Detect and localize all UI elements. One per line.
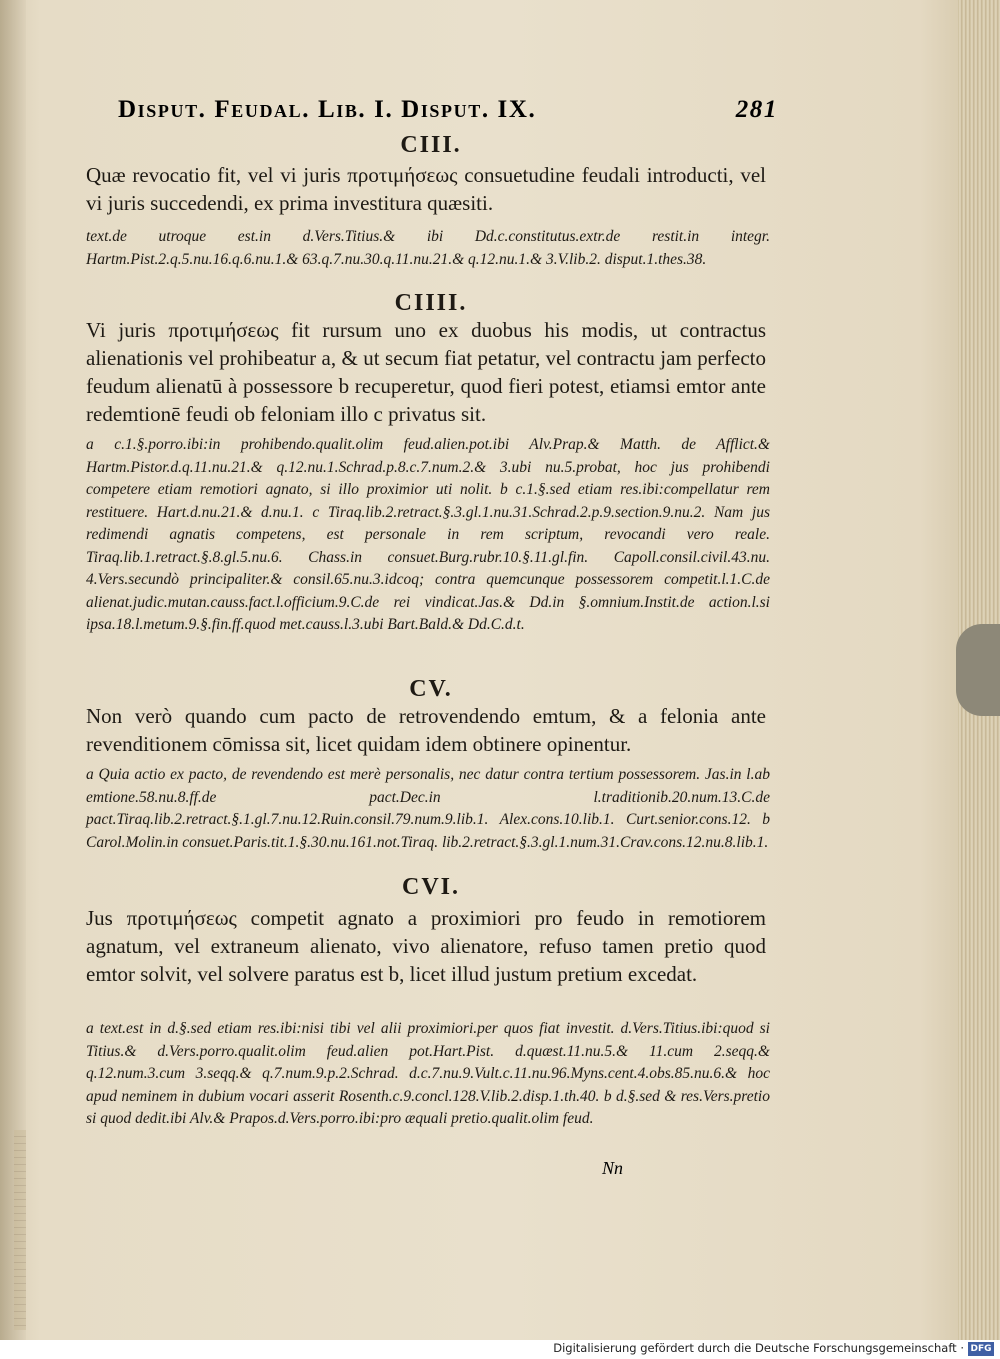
section-body: Quæ revocatio fit, vel vi juris προτιμήσεως consuetudine feudali introducti, vel vi juris succedendi, ex prima investitura quæsiti.	[86, 163, 766, 215]
running-title: Disput. Feudal. Lib. I. Disput. IX.	[118, 96, 537, 123]
running-header	[118, 96, 778, 124]
section-body: Non verò quando cum pacto de retrovendendo emtum, & a felonia ante revenditionem cōmissa sit, licet quidam idem obtinere opinentur.	[86, 704, 766, 756]
section-notes: a Quia actio ex pacto, de revendendo est merè personalis, nec datur contra tertium possessorem. Jas.in l.ab emtione.58.nu.8.ff.de pact.Dec.in l.traditionib.20.num.13.C.de pact.Tiraq.lib.2.retract.§.1.gl.7.nu.12.Ruin.consil.79.num.9.lib.1. Alex.cons.10.lib.1. Curt.senior.cons.12. b Carol.Molin.in consuet.Paris.tit.1.§.30.nu.161.not.Tiraq. lib.2.retract.§.3.gl.1.num.31.Crav.cons.12.nu.8.lib.1.	[86, 766, 770, 851]
page-number: 281	[735, 96, 778, 123]
section-numeral: CIII.	[400, 132, 462, 158]
section-body: Jus προτιμήσεως competit agnato a proximiori pro feudo in remotiorem agnatum, vel extraneum alienato, vivo alienatore, refuso tamen pretio quod emtor solvit, vel solvere paratus est b, licet illud justum pretium excedat.	[86, 906, 766, 986]
section-notes: a c.1.§.porro.ibi:in prohibendo.qualit.olim feud.alien.pot.ibi Alv.Prap.& Matth. de Afflict.& Hartm.Pistor.d.q.11.nu.21.& q.12.nu.1.Schrad.p.8.c.7.num.2.& 3.ubi nu.5.probat, hoc jus prohibendi competere etiam remotiori agnato, si illo proximior uti nolit. b c.1.§.sed etiam res.ibi:compellatur rem restituere. Hart.d.nu.21.& d.nu.1. c Tiraq.lib.2.retract.§.3.gl.1.nu.31.Schrad.2.p.9.section.9.nu.2. Nam jus redimendi agnatis competens, est personale in rem scriptum, revocandi vero reale. Tiraq.lib.1.retract.§.8.gl.5.nu.6. Chass.in consuet.Burg.rubr.10.§.11.gl.fin. Capoll.consil.civil.43.nu. 4.Vers.secundò principaliter.& consil.65.nu.3.idcoq; contra quemcunque possessorem competit.l.1.C.de alienat.judic.mutan.causs.fact.l.officium.9.C.de rei vindicat.Jas.& Dd.in §.omnium.Instit.de action.l.si ipsa.18.l.metum.9.§.fin.ff.quod met.causs.l.3.ubi Bart.Bald.& Dd.C.d.t.	[86, 436, 770, 633]
section-body: Vi juris προτιμήσεως fit rursum uno ex duobus his modis, ut contractus alienationis vel prohibeatur a, & ut secum fiat petatur, vel contractu jam perfecto feudum alienatū à possessore b recuperetur, quod fieri potest, etiamsi emtor ante redemtionē feudi ob feloniam illo c privatus sit.	[86, 318, 766, 426]
gutter-ruler	[14, 1130, 26, 1330]
section-notes: a text.est in d.§.sed etiam res.ibi:nisi tibi vel alii proximiori.per quos fiat investit. d.Vers.Titius.ibi:quod si Titius.& d.Vers.porro.qualit.olim feud.alien pot.Hart.Pist. d.quæst.11.nu.5.& 11.cum 2.seqq.& q.12.num.3.cum 3.seqq.& q.7.num.9.p.2.Schrad. d.c.7.nu.9.Vult.c.11.nu.96.Myns.cent.4.obs.85.nu.6.& hoc apud neminem in dubium vocari asserit Rosenth.c.9.concl.128.V.lib.2.disp.1.th.40. b d.§.sed & res.Vers.pretio si quod dedit.ibi Alv.& Prapos.d.Vers.porro.ibi:pro æquali pretio.qualit.olim feud.	[86, 1020, 770, 1127]
dfg-logo: DFG	[968, 1342, 994, 1356]
scanner-clip	[956, 624, 1000, 716]
footer-credit: Digitalisierung gefördert durch die Deutsche Forschungsgemeinschaft ·	[553, 1341, 964, 1355]
signature-mark: Nn	[602, 1158, 624, 1178]
digitization-footer	[0, 1340, 1000, 1359]
section-numeral: CIIII.	[394, 290, 468, 316]
section-notes: text.de utroque est.in d.Vers.Titius.& ibi Dd.c.constitutus.extr.de restit.in integr. Hartm.Pist.2.q.5.nu.16.q.6.nu.1.& 63.q.7.nu.30.q.11.nu.21.& q.12.nu.1.& 3.V.lib.2. disput.1.thes.38.	[86, 228, 770, 268]
section-numeral: CV.	[409, 676, 453, 702]
section-numeral: CVI.	[401, 874, 460, 900]
